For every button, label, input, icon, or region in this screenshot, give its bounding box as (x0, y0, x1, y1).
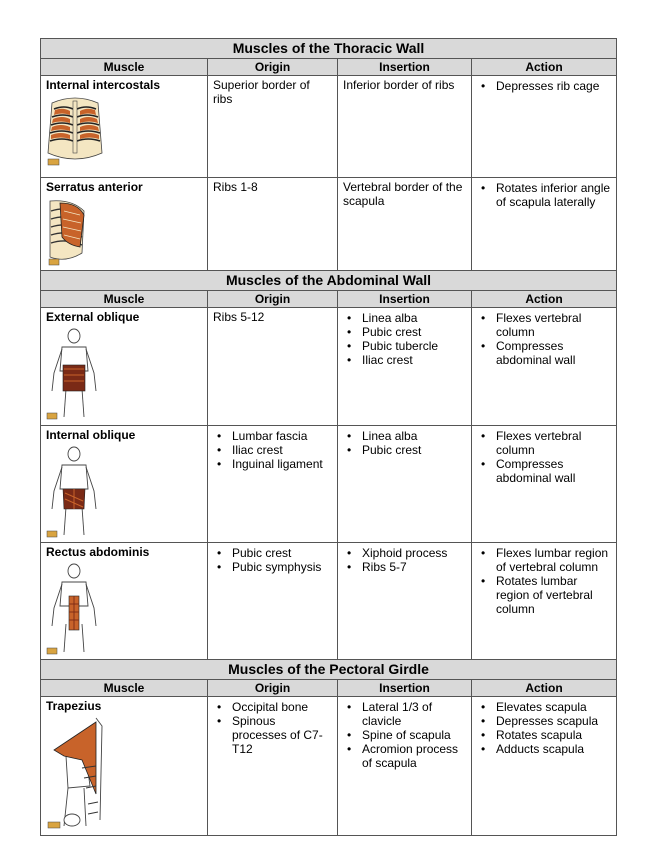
col-origin: Origin (208, 291, 338, 308)
list-item: • Rotates inferior angle of scapula laterally (496, 181, 611, 209)
list-item: • Pubic crest (232, 546, 332, 560)
section-header-pectoral (41, 660, 617, 680)
col-action: Action (472, 59, 617, 76)
table-row (41, 543, 617, 660)
insertion-cell: Vertebral border of the scapula (338, 178, 472, 271)
muscle-cell (41, 426, 208, 543)
list-item: • Compresses abdominal wall (496, 457, 611, 485)
list-item: • Lumbar fascia (232, 429, 332, 443)
skeleton-rectus-abdominis-illustration (46, 562, 102, 656)
skeleton-external-oblique-illustration (46, 327, 102, 421)
origin-list (213, 429, 332, 471)
insertion-list (343, 311, 466, 367)
trapezius-illustration (46, 716, 106, 830)
action-list (477, 181, 611, 209)
col-action: Action (472, 680, 617, 697)
list-item: • Inguinal ligament (232, 457, 332, 471)
col-origin: Origin (208, 680, 338, 697)
col-muscle: Muscle (41, 59, 208, 76)
action-cell (472, 543, 617, 660)
action-list (477, 700, 611, 756)
list-item: • Elevates scapula (496, 700, 611, 714)
column-header-row (41, 291, 617, 308)
list-item: • Pubic symphysis (232, 560, 332, 574)
muscle-cell (41, 543, 208, 660)
list-item: • Depresses rib cage (496, 79, 611, 93)
action-list (477, 546, 611, 616)
muscles-table (40, 38, 617, 836)
origin-cell (208, 426, 338, 543)
skeleton-internal-oblique-illustration (46, 445, 102, 539)
list-item: • Occipital bone (232, 700, 332, 714)
section-header-thoracic (41, 39, 617, 59)
list-item: • Ribs 5-7 (362, 560, 466, 574)
action-list (477, 429, 611, 485)
list-item: • Lateral 1/3 of clavicle (362, 700, 466, 728)
origin-cell: Ribs 1-8 (208, 178, 338, 271)
insertion-cell (338, 697, 472, 836)
action-cell (472, 308, 617, 426)
section-title: Muscles of the Thoracic Wall (41, 39, 617, 59)
section-title: Muscles of the Abdominal Wall (41, 271, 617, 291)
action-list (477, 311, 611, 367)
insertion-list (343, 700, 466, 770)
col-insertion: Insertion (338, 59, 472, 76)
insertion-cell (338, 426, 472, 543)
list-item: • Spinous processes of C7-T12 (232, 714, 332, 756)
list-item: • Acromion process of scapula (362, 742, 466, 770)
muscle-name: External oblique (46, 310, 140, 324)
list-item: • Rotates lumbar region of vertebral column (496, 574, 611, 616)
col-insertion: Insertion (338, 291, 472, 308)
list-item: • Linea alba (362, 429, 466, 443)
muscle-cell (41, 697, 208, 836)
list-item: • Adducts scapula (496, 742, 611, 756)
list-item: • Iliac crest (362, 353, 466, 367)
action-list (477, 79, 611, 93)
col-insertion: Insertion (338, 680, 472, 697)
list-item: • Flexes vertebral column (496, 429, 611, 457)
insertion-cell (338, 543, 472, 660)
origin-list (213, 546, 332, 574)
muscle-name: Internal oblique (46, 428, 136, 442)
muscle-name: Internal intercostals (46, 78, 161, 92)
origin-cell: Superior border of ribs (208, 76, 338, 178)
list-item: • Linea alba (362, 311, 466, 325)
table-row (41, 178, 617, 271)
action-cell (472, 697, 617, 836)
list-item: • Rotates scapula (496, 728, 611, 742)
column-header-row (41, 680, 617, 697)
muscle-name: Rectus abdominis (46, 545, 150, 559)
rib-cage-illustration (46, 95, 104, 167)
section-header-abdominal (41, 271, 617, 291)
list-item: • Depresses scapula (496, 714, 611, 728)
list-item: • Pubic crest (362, 443, 466, 457)
col-muscle: Muscle (41, 680, 208, 697)
serratus-illustration (46, 197, 88, 267)
col-muscle: Muscle (41, 291, 208, 308)
origin-cell (208, 697, 338, 836)
insertion-cell (338, 308, 472, 426)
action-cell (472, 426, 617, 543)
list-item: • Pubic tubercle (362, 339, 466, 353)
muscle-cell (41, 308, 208, 426)
list-item: • Compresses abdominal wall (496, 339, 611, 367)
list-item: • Pubic crest (362, 325, 466, 339)
insertion-list (343, 546, 466, 574)
action-cell (472, 76, 617, 178)
table-row (41, 76, 617, 178)
origin-list (213, 700, 332, 756)
list-item: • Spine of scapula (362, 728, 466, 742)
list-item: • Flexes lumbar region of vertebral column (496, 546, 611, 574)
muscle-name: Serratus anterior (46, 180, 143, 194)
insertion-list (343, 429, 466, 457)
origin-cell (208, 543, 338, 660)
list-item: • Iliac crest (232, 443, 332, 457)
table-row (41, 697, 617, 836)
insertion-cell: Inferior border of ribs (338, 76, 472, 178)
section-title: Muscles of the Pectoral Girdle (41, 660, 617, 680)
muscle-name: Trapezius (46, 699, 102, 713)
muscle-cell (41, 178, 208, 271)
action-cell (472, 178, 617, 271)
col-action: Action (472, 291, 617, 308)
column-header-row (41, 59, 617, 76)
table-row (41, 308, 617, 426)
col-origin: Origin (208, 59, 338, 76)
list-item: • Flexes vertebral column (496, 311, 611, 339)
list-item: • Xiphoid process (362, 546, 466, 560)
muscle-cell (41, 76, 208, 178)
origin-cell: Ribs 5-12 (208, 308, 338, 426)
table-row (41, 426, 617, 543)
